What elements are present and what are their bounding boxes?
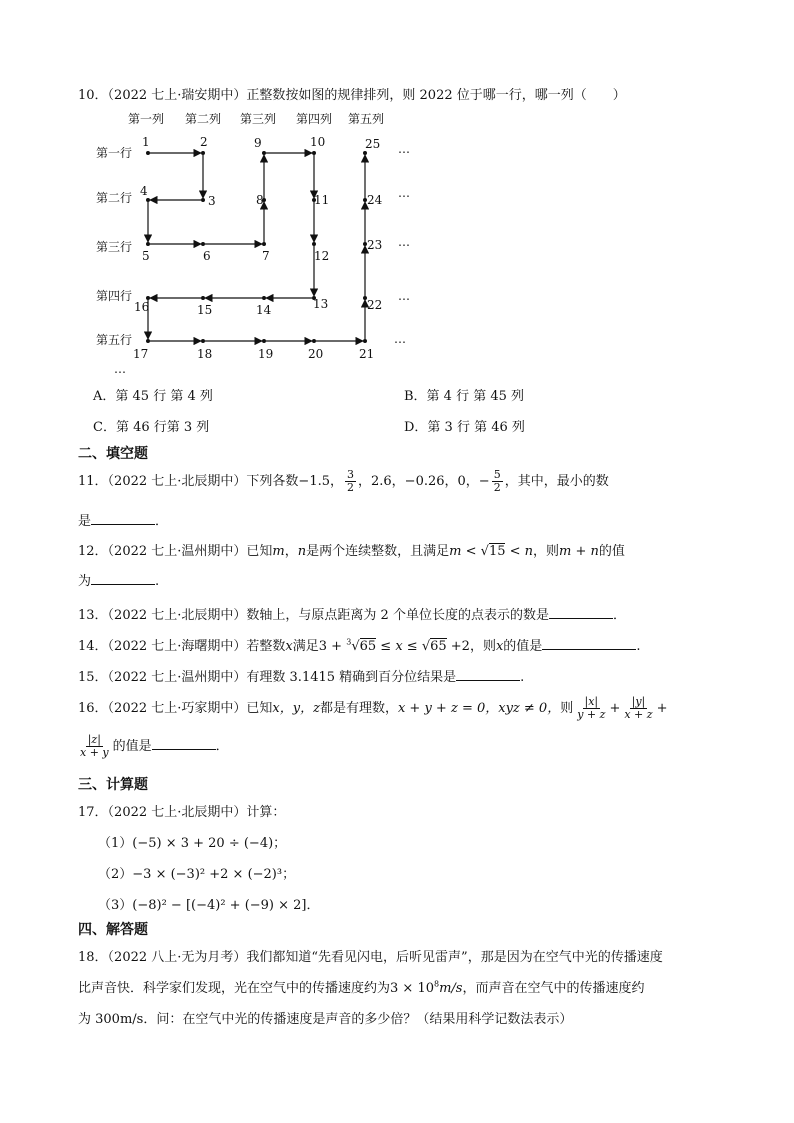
grid-dot xyxy=(363,339,367,343)
question-number: 12． xyxy=(78,544,108,559)
math-var: n xyxy=(297,544,307,559)
question-number: 18． xyxy=(78,950,108,965)
row-header: 第三行 xyxy=(96,240,133,254)
math-text: x，y，z xyxy=(272,701,320,716)
question-number: 13． xyxy=(78,608,108,623)
question-18-line3: 为 300m/s．问：在空气中光的传播速度是声音的多少倍？（结果用科学记数法表示） xyxy=(78,1012,573,1027)
math-text: −1.5， xyxy=(298,474,343,489)
numerator: |x| xyxy=(584,695,599,708)
grid-number: 23 xyxy=(367,238,383,252)
root-index: 3 xyxy=(346,637,352,647)
question-number: 16． xyxy=(78,701,108,716)
answer-blank[interactable] xyxy=(549,606,613,619)
question-text: 数轴上，与原点距离为 2 个单位长度的点表示的数是 xyxy=(246,608,549,623)
calc-item-2: （2）−3 × (−3)² +2 × (−2)³； xyxy=(98,867,296,882)
denominator: 2 xyxy=(347,481,354,494)
math-text: +2，则 xyxy=(446,639,496,654)
grid-dot xyxy=(312,339,316,343)
math-text: m/s xyxy=(439,981,463,996)
option-a[interactable]: A．第 45 行 第 4 列 xyxy=(93,389,213,404)
question-text: 已知 xyxy=(246,544,273,559)
question-text: 我们都知道“先看见闪电，后听见雷声”，那是因为在空气中光的传播速度 xyxy=(246,950,663,965)
math-var: x xyxy=(285,639,293,654)
column-header: 第二列 xyxy=(185,112,222,126)
sqrt-sign: √ xyxy=(421,639,431,654)
question-text: ，则 xyxy=(533,544,560,559)
grid-dot xyxy=(146,339,150,343)
math-var: x xyxy=(495,639,504,654)
math-text: + xyxy=(656,701,668,716)
answer-blank[interactable] xyxy=(456,668,520,681)
denominator: y + z xyxy=(577,708,606,721)
grid-number: 18 xyxy=(197,347,213,361)
question-text: . xyxy=(636,639,641,654)
sqrt-radicand: 15 xyxy=(488,544,506,559)
math-text: + xyxy=(609,701,621,716)
question-text: 若整数 xyxy=(246,639,286,654)
question-source: （2022 七上·巧家期中） xyxy=(107,701,247,716)
calc-item-3: （3）(−8)² − [(−4)² + (−9) × 2]． xyxy=(98,898,320,913)
question-text: 的值 xyxy=(598,544,625,559)
grid-number: 14 xyxy=(256,303,272,317)
exponent: 8 xyxy=(434,979,440,989)
math-text: m < xyxy=(449,544,481,559)
grid-dot xyxy=(312,242,316,246)
grid-number: 22 xyxy=(367,298,383,312)
grid-number: 7 xyxy=(262,249,270,263)
fraction xyxy=(575,696,607,721)
grid-dot xyxy=(262,296,266,300)
math-text: ，2.6，−0.26，0，− xyxy=(358,474,490,489)
question-16-line2 xyxy=(76,732,229,762)
ellipsis: … xyxy=(394,332,406,346)
question-text: 为 xyxy=(78,574,92,589)
grid-dot xyxy=(312,151,316,155)
option-d[interactable]: D．第 3 行 第 46 列 xyxy=(404,420,525,435)
question-text: 比声音快．科学家们发现，光在空气中的传播速度约为 xyxy=(78,981,391,996)
math-text: 3 × 10 xyxy=(390,981,434,996)
denominator: x + y xyxy=(80,746,109,759)
question-text: 的值是 xyxy=(503,639,543,654)
grid-dot xyxy=(146,151,150,155)
question-text: ． xyxy=(612,608,626,623)
grid-number: 10 xyxy=(310,135,326,149)
question-source: （2022 七上·北辰期中） xyxy=(107,805,247,820)
row-header: 第五行 xyxy=(96,333,133,347)
question-text: . xyxy=(520,670,525,685)
grid-dot xyxy=(201,151,205,155)
question-text: 是两个连续整数，且满足 xyxy=(306,544,450,559)
math-text: m + n xyxy=(559,544,599,559)
grid-dot xyxy=(201,339,205,343)
grid-dot xyxy=(363,151,367,155)
question-number: 14． xyxy=(78,639,108,654)
grid-number: 21 xyxy=(359,347,375,361)
sqrt-radicand: 65 xyxy=(430,639,447,654)
section-heading-calculation: 三、计算题 xyxy=(78,777,148,793)
grid-number: 6 xyxy=(203,249,211,263)
fraction xyxy=(622,696,654,721)
question-text: 正整数按如图的规律排列，则 2022 位于哪一行，哪一列（ ） xyxy=(246,88,626,103)
question-16 xyxy=(78,694,667,724)
grid-number: 16 xyxy=(134,300,150,314)
grid-dot xyxy=(201,242,205,246)
denominator: 2 xyxy=(493,481,501,494)
question-source: （2022 七上·北辰期中） xyxy=(107,474,247,489)
question-18-line2 xyxy=(78,977,645,996)
grid-number: 20 xyxy=(308,347,324,361)
grid-number: 24 xyxy=(367,193,383,207)
grid-dot xyxy=(201,296,205,300)
column-header: 第三列 xyxy=(240,112,277,126)
grid-dot xyxy=(201,198,205,202)
question-text: 满足 xyxy=(292,639,319,654)
question-13 xyxy=(78,604,626,623)
section-heading-fill-blank: 二、填空题 xyxy=(78,446,148,462)
grid-number: 8 xyxy=(256,193,264,207)
column-header: 第五列 xyxy=(348,112,385,126)
question-number: 11． xyxy=(78,474,108,489)
grid-number: 1 xyxy=(142,135,150,149)
math-text: x + y + z = 0，xyz ≠ 0， xyxy=(397,701,561,716)
number-grid-figure xyxy=(90,108,420,378)
question-10 xyxy=(78,84,626,103)
answer-blank[interactable] xyxy=(542,637,636,650)
question-14 xyxy=(78,635,640,654)
question-text: 是 xyxy=(78,514,92,529)
numerator: 5 xyxy=(493,468,501,481)
sqrt-sign: √ xyxy=(480,544,489,559)
question-12 xyxy=(78,540,625,559)
question-text: 有理数 3.1415 精确到百分位结果是 xyxy=(246,670,457,685)
grid-number: 13 xyxy=(313,297,329,311)
grid-number: 5 xyxy=(142,249,150,263)
row-header: 第二行 xyxy=(96,191,133,205)
fraction xyxy=(492,469,503,494)
numerator: |y| xyxy=(631,695,646,708)
grid-dot xyxy=(262,242,266,246)
option-c[interactable]: C．第 46 行第 3 列 xyxy=(93,420,210,435)
grid-number: 17 xyxy=(133,347,149,361)
grid-dot xyxy=(146,198,150,202)
question-text: 则 xyxy=(560,701,574,716)
question-number: 10． xyxy=(78,88,108,103)
math-text: 3 + xyxy=(318,639,347,654)
numerator: 3 xyxy=(347,468,354,481)
question-text: ，其中，最小的数 xyxy=(504,474,609,489)
question-source: （2022 七上·北辰期中） xyxy=(107,608,247,623)
grid-number: 4 xyxy=(140,184,148,198)
question-17 xyxy=(78,801,285,820)
question-source: （2022 七上·海曙期中） xyxy=(107,639,247,654)
fraction xyxy=(78,734,111,759)
question-text: ． xyxy=(155,514,169,529)
grid-number: 19 xyxy=(258,347,274,361)
denominator: x + z xyxy=(624,708,653,721)
question-12-line2 xyxy=(78,570,159,589)
ellipsis: … xyxy=(398,186,410,200)
fraction xyxy=(345,469,356,494)
question-text: 下列各数 xyxy=(246,474,299,489)
grid-dot xyxy=(262,339,266,343)
question-text: 计算： xyxy=(246,805,286,820)
question-text: ， xyxy=(284,544,298,559)
section-heading-answer: 四、解答题 xyxy=(78,922,148,938)
question-text: 都是有理数， xyxy=(319,701,398,716)
cbrt-radicand: 65 xyxy=(359,639,377,654)
question-text: 已知 xyxy=(246,701,273,716)
sqrt-sign: √ xyxy=(351,639,360,654)
grid-number: 12 xyxy=(314,249,330,263)
question-18 xyxy=(78,946,663,965)
question-number: 15． xyxy=(78,670,108,685)
row-header: 第四行 xyxy=(96,289,133,303)
ellipsis: … xyxy=(398,289,410,303)
answer-blank[interactable] xyxy=(91,512,155,525)
grid-number: 15 xyxy=(197,303,213,317)
question-text: . xyxy=(155,574,160,589)
grid-number: 9 xyxy=(254,136,262,150)
math-text: ≤ x ≤ xyxy=(376,639,422,654)
grid-number: 3 xyxy=(208,194,216,208)
row-header: 第一行 xyxy=(96,146,133,160)
ellipsis: … xyxy=(114,362,126,376)
question-number: 17． xyxy=(78,805,108,820)
grid-dot xyxy=(262,151,266,155)
answer-blank[interactable] xyxy=(91,572,155,585)
question-text: 的值是 xyxy=(112,739,152,754)
ellipsis: … xyxy=(398,142,410,156)
question-text: ，而声音在空气中的传播速度约 xyxy=(462,981,645,996)
question-source: （2022 八上·无为月考） xyxy=(107,950,247,965)
question-source: （2022 七上·温州期中） xyxy=(107,670,247,685)
question-text: ． xyxy=(215,739,229,754)
grid-number: 2 xyxy=(200,135,208,149)
grid-dot xyxy=(146,242,150,246)
column-header: 第四列 xyxy=(296,112,333,126)
column-header: 第一列 xyxy=(128,112,165,126)
numerator: |z| xyxy=(87,733,101,746)
calc-item-1: （1）(−5) × 3 + 20 ÷ (−4)； xyxy=(98,836,287,851)
question-source: （2022 七上·温州期中） xyxy=(107,544,247,559)
answer-blank[interactable] xyxy=(152,737,216,750)
option-b[interactable]: B．第 4 行 第 45 列 xyxy=(404,389,525,404)
question-15 xyxy=(78,666,524,685)
grid-number: 25 xyxy=(365,137,381,151)
math-var: m xyxy=(272,544,285,559)
question-11 xyxy=(78,468,609,496)
math-text: < n xyxy=(505,544,534,559)
ellipsis: … xyxy=(398,235,410,249)
question-11-line2 xyxy=(78,510,168,529)
grid-number: 11 xyxy=(314,193,330,207)
question-source: （2022 七上·瑞安期中） xyxy=(107,88,247,103)
